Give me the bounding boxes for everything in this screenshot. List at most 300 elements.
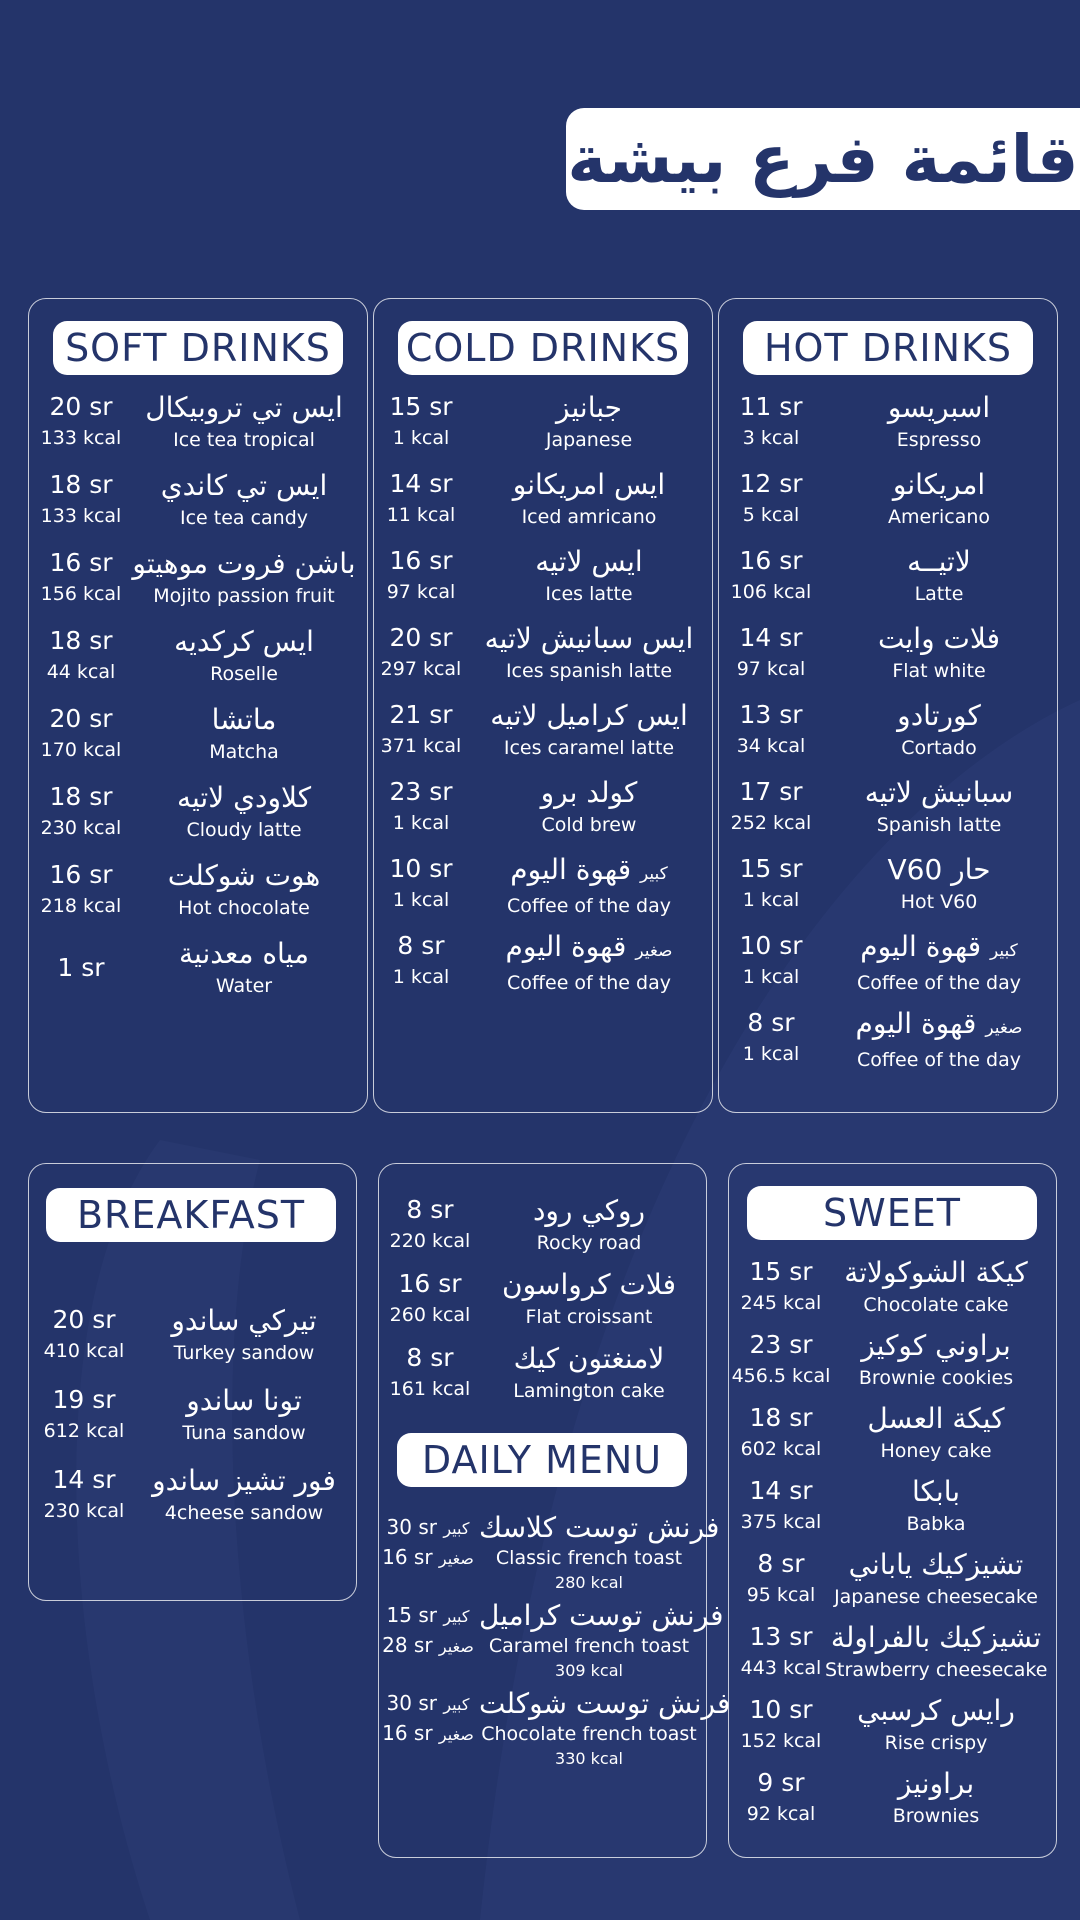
item-price: 8 sr [406, 1195, 454, 1224]
item-price: 21 sr [389, 700, 453, 729]
item-name-english: Chocolate cake [863, 1294, 1009, 1316]
name-block [474, 545, 704, 609]
item-price: 13 sr [749, 1622, 813, 1651]
item-name-arabic-text: اسبريسو [887, 391, 991, 424]
item-name-arabic [825, 1548, 1047, 1582]
item-name-english: Rise crispy [884, 1732, 988, 1754]
price-block [29, 625, 133, 687]
item-name-english: Hot chocolate [178, 897, 310, 919]
item-name-english: Turkey sandow [173, 1342, 315, 1364]
item-price: 10 sr [389, 854, 453, 883]
menu-item [374, 776, 712, 842]
price-block [29, 469, 133, 531]
item-price: 18 sr [749, 1403, 813, 1432]
item-name-english: Ice tea tropical [173, 429, 315, 451]
item-name-arabic [829, 853, 1049, 887]
item-kcal: 456.5 kcal [731, 1365, 831, 1387]
item-price: 20 sr [49, 392, 113, 421]
item-price: 12 sr [739, 469, 803, 498]
item-name-english: Japanese [545, 429, 633, 451]
item-kcal: 133 kcal [40, 427, 122, 449]
price-block [29, 391, 133, 453]
price-block [379, 1268, 481, 1330]
name-block [129, 391, 359, 455]
item-name-english: Strawberry cheesecake [825, 1659, 1048, 1681]
menu-item [29, 1464, 356, 1530]
item-kcal: 280 kcal [555, 1573, 623, 1592]
name-block [829, 776, 1049, 840]
price-block [719, 930, 823, 992]
price-value: 16 sr [382, 1721, 433, 1745]
price-block [729, 1548, 833, 1610]
item-kcal: 34 kcal [736, 735, 806, 757]
soft-drinks-panel [28, 298, 368, 1113]
item-name-english: Japanese cheesecake [834, 1586, 1038, 1608]
item-kcal: 3 kcal [742, 427, 800, 449]
menu-item [719, 930, 1057, 996]
name-block [129, 547, 359, 611]
item-name-arabic [829, 391, 1049, 425]
item-price: 16 sr [389, 546, 453, 575]
item-name-english: Matcha [209, 741, 279, 763]
menu-item [29, 391, 367, 457]
item-price: 14 sr [389, 469, 453, 498]
item-kcal: 156 kcal [40, 583, 122, 605]
name-block [825, 1329, 1047, 1393]
item-kcal: 92 kcal [746, 1803, 816, 1825]
name-block [829, 853, 1049, 917]
item-name-arabic [129, 391, 359, 425]
price-block [729, 1694, 833, 1756]
menu-item [719, 776, 1057, 842]
item-name-arabic [474, 468, 704, 502]
price-block [729, 1621, 833, 1683]
item-name-english: Espresso [896, 429, 982, 451]
item-name-english: Brownie cookies [858, 1367, 1014, 1389]
price-block [729, 1256, 833, 1318]
item-name-english: Cortado [901, 737, 977, 759]
item-name-arabic [829, 468, 1049, 502]
breakfast-panel [28, 1163, 357, 1601]
daily-menu-item [379, 1687, 731, 1771]
name-block [474, 468, 704, 532]
item-name-arabic-text: كلاودي لاتيه [176, 781, 312, 814]
item-kcal: 410 kcal [43, 1340, 125, 1362]
name-block [829, 930, 1049, 998]
item-kcal: 220 kcal [389, 1230, 471, 1252]
menu-title: قائمة فرع بيشة [567, 120, 1079, 198]
size-tag: كبير [443, 1519, 470, 1538]
item-name-arabic-text: V60 حار [887, 853, 991, 886]
item-kcal: 1 kcal [392, 812, 450, 834]
menu-item [719, 1007, 1057, 1073]
price-block [374, 468, 468, 530]
soft-drinks-heading: SOFT DRINKS [53, 321, 343, 375]
item-name-english: Spanish latte [876, 814, 1002, 836]
item-name-arabic-text: قهوة اليوم [505, 930, 627, 963]
item-price: 23 sr [749, 1330, 813, 1359]
item-name-english: Roselle [210, 663, 278, 685]
name-block [129, 703, 359, 767]
menu-item [379, 1268, 706, 1334]
item-name-arabic [829, 776, 1049, 810]
item-name-arabic [829, 545, 1049, 579]
item-name-english: Ices spanish latte [505, 660, 673, 682]
item-kcal: 5 kcal [742, 504, 800, 526]
item-price: 8 sr [747, 1008, 795, 1037]
item-name-english: Water [215, 975, 273, 997]
menu-item [374, 699, 712, 765]
item-name-english: Lamington cake [513, 1380, 665, 1402]
menu-item [729, 1402, 1056, 1468]
name-block [825, 1256, 1047, 1320]
menu-item [29, 703, 367, 769]
item-name-english: Ices caramel latte [503, 737, 675, 759]
item-name-arabic [829, 1007, 1049, 1045]
item-name-arabic-text: لاتيــه [907, 545, 971, 578]
item-price: 14 sr [52, 1465, 116, 1494]
item-name-arabic-text: براوني كوكيز [861, 1329, 1011, 1362]
item-name-english: Coffee of the day [857, 1049, 1021, 1071]
price-block [374, 930, 468, 992]
item-name-arabic [474, 699, 704, 733]
name-block [474, 699, 704, 763]
item-name-english: Flat white [892, 660, 986, 682]
item-name-arabic-text: فلات كرواسون [502, 1268, 676, 1301]
item-kcal: 297 kcal [380, 658, 462, 680]
breakfast-heading: BREAKFAST [46, 1188, 336, 1242]
menu-item [729, 1475, 1056, 1541]
item-name-english: Cold brew [541, 814, 637, 836]
menu-item [379, 1342, 706, 1408]
price-block [729, 1402, 833, 1464]
item-name-english: Iced amricano [521, 506, 657, 528]
price-block [29, 781, 133, 843]
sweet-panel [728, 1163, 1057, 1858]
menu-item [374, 853, 712, 919]
item-name-arabic [139, 1464, 349, 1498]
item-name-arabic [129, 547, 359, 581]
menu-item [29, 859, 367, 925]
name-block [829, 468, 1049, 532]
item-name-arabic [825, 1256, 1047, 1290]
price-block [719, 776, 823, 838]
menu-item [29, 547, 367, 613]
item-name-arabic-text: ايس سبانيش لاتيه [484, 622, 694, 655]
item-name-arabic-text: ماتشا [211, 703, 277, 736]
size-tag: صغير [985, 1018, 1023, 1038]
item-name-arabic [129, 859, 359, 893]
name-block [479, 1511, 720, 1595]
price-value: 16 sr [382, 1545, 433, 1569]
price-block [29, 859, 133, 921]
item-price-large [379, 1513, 477, 1543]
name-block [829, 622, 1049, 686]
item-name-arabic [829, 622, 1049, 656]
item-price: 10 sr [739, 931, 803, 960]
menu-item [29, 1384, 356, 1450]
name-block [825, 1694, 1047, 1758]
name-block [825, 1548, 1047, 1612]
item-kcal: 1 kcal [742, 889, 800, 911]
name-block [479, 1268, 699, 1332]
item-name-arabic-text: جبانيز [556, 391, 622, 424]
item-name-arabic [474, 776, 704, 810]
item-name-english: 4cheese sandow [164, 1502, 324, 1524]
item-name-arabic [474, 391, 704, 425]
item-kcal: 260 kcal [389, 1304, 471, 1326]
hot-drinks-panel [718, 298, 1058, 1113]
item-kcal: 170 kcal [40, 739, 122, 761]
item-name-english: Honey cake [880, 1440, 992, 1462]
item-name-arabic: فرنش توست كراميل [479, 1599, 724, 1632]
item-kcal: 309 kcal [555, 1661, 623, 1680]
name-block [139, 1464, 349, 1528]
name-block [474, 930, 704, 998]
item-name-arabic [825, 1475, 1047, 1509]
item-name-arabic-text: سبانيش لاتيه [864, 776, 1014, 809]
menu-item [719, 468, 1057, 534]
item-kcal: 245 kcal [740, 1292, 822, 1314]
price-block [374, 776, 468, 838]
price-block [729, 1475, 833, 1537]
price-block [379, 1513, 477, 1573]
daily-menu-item [379, 1599, 724, 1683]
name-block [129, 469, 359, 533]
price-block [719, 699, 823, 761]
item-name-arabic [825, 1329, 1047, 1363]
item-name-arabic-text: ايس تي تروبيكال [145, 391, 343, 424]
menu-item [719, 391, 1057, 457]
item-name-arabic-text: قهوة اليوم [855, 1007, 977, 1040]
item-kcal: 1 kcal [392, 966, 450, 988]
name-block [129, 859, 359, 923]
item-name-arabic [479, 1194, 699, 1228]
item-name-arabic-text: تيركي ساندو [171, 1304, 317, 1337]
name-block [474, 391, 704, 455]
name-block [474, 622, 704, 686]
price-block [379, 1689, 477, 1749]
size-tag: صغير [438, 1549, 474, 1568]
item-name-english: Cloudy latte [186, 819, 302, 841]
price-block [29, 1464, 139, 1526]
item-price-small [379, 1719, 477, 1749]
item-kcal: 97 kcal [736, 658, 806, 680]
item-name-arabic [825, 1621, 1047, 1655]
menu-item [719, 853, 1057, 919]
menu-item [374, 468, 712, 534]
menu-item [729, 1767, 1056, 1833]
menu-item [719, 622, 1057, 688]
item-name-arabic-text: ايس كراميل لاتيه [490, 699, 688, 732]
price-block [29, 952, 133, 984]
bakery-daily-panel [378, 1163, 731, 1858]
item-name-arabic-text: ايس كركديه [174, 625, 314, 658]
menu-item [379, 1194, 706, 1260]
sweet-heading: SWEET [747, 1186, 1037, 1240]
price-block [729, 1767, 833, 1829]
item-name-arabic-text: قهوة اليوم [510, 853, 632, 886]
item-name-arabic [129, 469, 359, 503]
price-block [719, 545, 823, 607]
size-tag: صغير [438, 1637, 474, 1656]
item-kcal: 97 kcal [386, 581, 456, 603]
menu-item [729, 1256, 1056, 1322]
item-price: 16 sr [49, 548, 113, 577]
item-name-arabic [479, 1268, 699, 1302]
name-block [479, 1599, 724, 1683]
menu-title-banner [566, 108, 1080, 210]
item-name-arabic-text: مياه معدنية [178, 937, 309, 970]
price-block [374, 853, 468, 915]
item-name-arabic-text: براونيز [897, 1767, 975, 1800]
item-name-arabic [474, 930, 704, 968]
price-block [29, 547, 133, 609]
item-price: 17 sr [739, 777, 803, 806]
price-block [374, 699, 468, 761]
item-name-english: Coffee of the day [507, 972, 671, 994]
item-name-arabic-text: باشن فروت موهيتو [132, 547, 356, 580]
item-name-arabic [474, 622, 704, 656]
item-name-arabic-text: كيكة العسل [867, 1402, 1005, 1435]
menu-item [29, 1304, 356, 1370]
item-price-small [379, 1543, 477, 1573]
name-block [139, 1304, 349, 1368]
price-block [379, 1194, 481, 1256]
price-value: 28 sr [382, 1633, 433, 1657]
size-tag: كبير [640, 864, 668, 884]
menu-item [374, 545, 712, 611]
name-block [139, 1384, 349, 1448]
size-tag: كبير [443, 1607, 470, 1626]
item-name-arabic [139, 1304, 349, 1338]
item-name-arabic-text: ايس تي كاندي [160, 469, 328, 502]
item-kcal: 133 kcal [40, 505, 122, 527]
item-name-english: Classic french toast [495, 1547, 683, 1569]
name-block [825, 1621, 1047, 1685]
item-price: 8 sr [406, 1343, 454, 1372]
price-block [29, 1304, 139, 1366]
item-name-arabic-text: ايس لاتيه [535, 545, 643, 578]
price-value: 30 sr [386, 1515, 437, 1539]
item-name-english: Flat croissant [525, 1306, 653, 1328]
item-kcal: 161 kcal [389, 1378, 471, 1400]
item-kcal: 602 kcal [740, 1438, 822, 1460]
item-name-english: Chocolate french toast [481, 1723, 697, 1745]
item-name-english: Americano [887, 506, 991, 528]
item-name-arabic-text: رايس كرسبي [857, 1694, 1015, 1727]
item-price: 13 sr [739, 700, 803, 729]
item-name-arabic-text: روكي رود [532, 1194, 646, 1227]
price-block [29, 1384, 139, 1446]
item-kcal: 1 kcal [392, 889, 450, 911]
cold-drinks-panel [373, 298, 713, 1113]
name-block [129, 625, 359, 689]
menu-item [29, 937, 367, 1003]
item-name-arabic-text: هوت شوكلت [167, 859, 321, 892]
item-price: 15 sr [749, 1257, 813, 1286]
item-name-arabic [129, 625, 359, 659]
price-block [29, 703, 133, 765]
item-kcal: 371 kcal [380, 735, 462, 757]
menu-item [29, 469, 367, 535]
price-value: 15 sr [386, 1603, 437, 1627]
item-name-arabic [474, 853, 704, 891]
item-name-arabic-text: فلات وايت [878, 622, 1000, 655]
menu-item [729, 1621, 1056, 1687]
item-price: 18 sr [49, 626, 113, 655]
item-kcal: 330 kcal [555, 1749, 623, 1768]
item-kcal: 443 kcal [740, 1657, 822, 1679]
name-block [479, 1194, 699, 1258]
daily-menu-item [379, 1511, 720, 1595]
item-name-english: Hot V60 [900, 891, 978, 913]
item-name-arabic [479, 1342, 699, 1376]
item-kcal: 252 kcal [730, 812, 812, 834]
item-name-english: Rocky road [536, 1232, 642, 1254]
item-name-arabic-text: فور تشيز ساندو [152, 1464, 336, 1497]
item-name-english: Ice tea candy [179, 507, 309, 529]
item-name-arabic [129, 781, 359, 815]
menu-item [374, 622, 712, 688]
item-name-english: Coffee of the day [857, 972, 1021, 994]
menu-item [729, 1548, 1056, 1614]
item-name-arabic: فرنش توست كلاسك [479, 1511, 720, 1544]
item-name-arabic-text: ايس امريكانو [512, 468, 666, 501]
item-price: 19 sr [52, 1385, 116, 1414]
name-block [825, 1402, 1047, 1466]
item-name-arabic [139, 1384, 349, 1418]
item-name-arabic: فرنش توست شوكلت [479, 1687, 731, 1720]
item-kcal: 152 kcal [740, 1730, 822, 1752]
item-kcal: 375 kcal [740, 1511, 822, 1533]
item-price: 1 sr [57, 953, 105, 982]
name-block [129, 937, 359, 1001]
item-price-large [379, 1689, 477, 1719]
price-block [374, 391, 468, 453]
price-block [719, 853, 823, 915]
item-price-large [379, 1601, 477, 1631]
price-block [374, 545, 468, 607]
item-name-arabic [825, 1402, 1047, 1436]
price-block [379, 1601, 477, 1661]
item-price-small [379, 1631, 477, 1661]
item-price: 11 sr [739, 392, 803, 421]
item-price: 15 sr [389, 392, 453, 421]
item-price: 14 sr [749, 1476, 813, 1505]
item-kcal: 612 kcal [43, 1420, 125, 1442]
item-price: 14 sr [739, 623, 803, 652]
item-price: 8 sr [757, 1549, 805, 1578]
name-block [479, 1342, 699, 1406]
item-kcal: 106 kcal [730, 581, 812, 603]
item-name-english: Babka [906, 1513, 966, 1535]
item-name-arabic-text: لامنغتون كيك [513, 1342, 665, 1375]
item-name-english: Ices latte [545, 583, 633, 605]
menu-item [719, 699, 1057, 765]
item-name-arabic-text: كولد برو [540, 776, 638, 809]
price-block [719, 391, 823, 453]
item-name-arabic [825, 1767, 1047, 1801]
size-tag: كبير [990, 941, 1018, 961]
item-price: 8 sr [397, 931, 445, 960]
item-price: 18 sr [49, 782, 113, 811]
price-block [729, 1329, 833, 1391]
name-block [825, 1767, 1047, 1831]
item-price: 16 sr [49, 860, 113, 889]
menu-item [29, 781, 367, 847]
item-name-english: Caramel french toast [488, 1635, 690, 1657]
